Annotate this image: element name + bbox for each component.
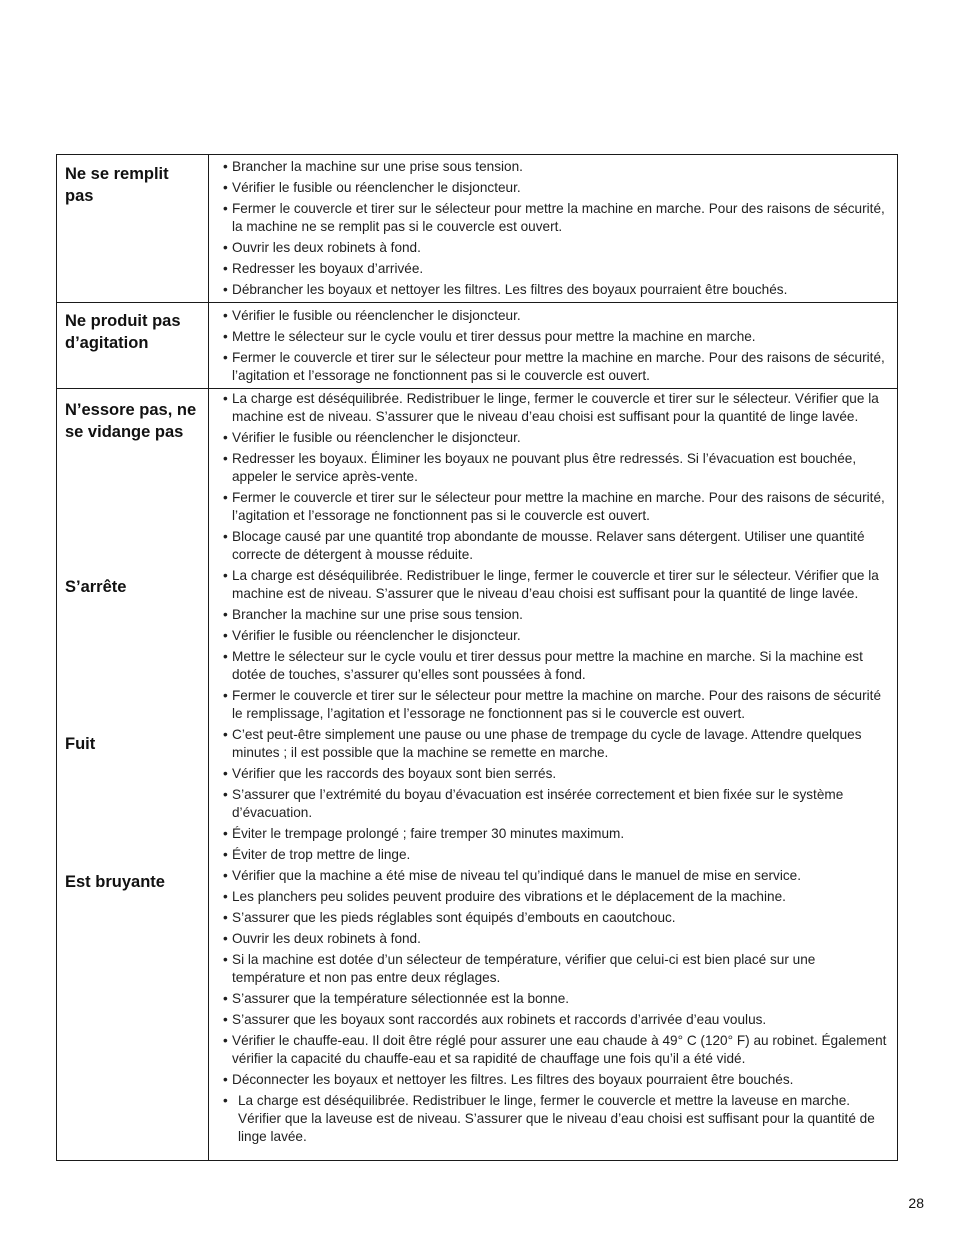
troubleshooting-table: [56, 154, 898, 1161]
list-item: • Brancher la machine sur une prise sous tension.: [223, 606, 891, 624]
list-item: • Fermer le couvercle et tirer sur le sélecteur pour mettre la machine en marche. Pour des raisons de sécurité, l’agitation et l’essorage ne fonctionnent pas si le couvercle est ouvert.: [223, 489, 891, 525]
list-item: • Vérifier le fusible ou réenclencher le disjoncteur.: [223, 179, 891, 197]
list-item: • Ouvrir les deux robinets à fond.: [223, 930, 891, 948]
solution-list: [223, 307, 891, 388]
list-item: • La charge est déséquilibrée. Redistribuer le linge, fermer le couvercle et mettre la laveuse en marche. Vérifier que la laveuse est de niveau. S’assurer que le niveau d’eau choisi est suffisant pour la quantité de linge lavée.: [223, 1092, 891, 1146]
problem-label: S’arrête: [65, 578, 127, 596]
list-item: • Fermer le couvercle et tirer sur le sélecteur pour mettre la machine on marche. Pour des raisons de sécurité le remplissage, l’agitation et l’essorage ne fonctionnent pas si le couvercle est ouvert.: [223, 687, 891, 723]
problem-label: Est bruyante: [65, 873, 165, 891]
list-item: • Redresser les boyaux. Éliminer les boyaux ne pouvant plus être redressés. Si l’évacuation est bouchée, appeler le service après-vente.: [223, 450, 891, 486]
list-item: • Brancher la machine sur une prise sous tension.: [223, 158, 891, 176]
list-item: • Vérifier que les raccords des boyaux sont bien serrés.: [223, 765, 891, 783]
list-item: • Vérifier le chauffe-eau. Il doit être réglé pour assurer une eau chaude à 49° C (120° F) au robinet. Également vérifier la capacité du chauffe-eau et sa rapidité de chauffage une fois qu’il a été vidé.: [223, 1032, 891, 1068]
list-item: • Vérifier le fusible ou réenclencher le disjoncteur.: [223, 307, 891, 325]
table-row: [57, 155, 897, 303]
problem-label: N’essore pas, ne se vidange pas: [65, 401, 197, 441]
list-item: • Débrancher les boyaux et nettoyer les filtres. Les filtres des boyaux pourraient être bouchés.: [223, 281, 891, 299]
list-item: • Mettre le sélecteur sur le cycle voulu et tirer dessus pour mettre la machine en marche. Si la machine est dotée de touches, s’assurer qu’elles sont poussées à fond.: [223, 648, 891, 684]
table-row: [57, 302, 897, 389]
list-item: • Vérifier le fusible ou réenclencher le disjoncteur.: [223, 429, 891, 447]
list-item: • La charge est déséquilibrée. Redistribuer le linge, fermer le couvercle et tirer sur le sélecteur. Vérifier que la machine est de niveau. S’assurer que le niveau d’eau choisi est suffisant pour la quantité de linge lavée.: [223, 390, 891, 426]
list-item: • Vérifier le fusible ou réenclencher le disjoncteur.: [223, 627, 891, 645]
list-item: • La charge est déséquilibrée. Redistribuer le linge, fermer le couvercle et tirer sur le sélecteur. Vérifier que la machine est de niveau. S’assurer que le niveau d’eau choisi est suffisant pour la quantité de linge lavée.: [223, 567, 891, 603]
table-row: [57, 388, 897, 1160]
solution-list: [223, 390, 891, 1149]
list-item: • S’assurer que la température sélectionnée est la bonne.: [223, 990, 891, 1008]
list-item: • S’assurer que l’extrémité du boyau d’évacuation est insérée correctement et bien fixée sur le système d’évacuation.: [223, 786, 891, 822]
list-item: • Fermer le couvercle et tirer sur le sélecteur pour mettre la machine en marche. Pour des raisons de sécurité, l’agitation et l’essorage ne fonctionnent pas si le couvercle est ouvert.: [223, 349, 891, 385]
list-item: • Vérifier que la machine a été mise de niveau tel qu’indiqué dans le manuel de mise en service.: [223, 867, 891, 885]
list-item: • Mettre le sélecteur sur le cycle voulu et tirer dessus pour mettre la machine en marche.: [223, 328, 891, 346]
list-item: • Éviter de trop mettre de linge.: [223, 846, 891, 864]
list-item: • Déconnecter les boyaux et nettoyer les filtres. Les filtres des boyaux pourraient être bouchés.: [223, 1071, 891, 1089]
list-item: • Les planchers peu solides peuvent produire des vibrations et le déplacement de la machine.: [223, 888, 891, 906]
list-item: • Blocage causé par une quantité trop abondante de mousse. Relaver sans détergent. Utiliser une quantité correcte de détergent à mousse réduite.: [223, 528, 891, 564]
list-item: • Ouvrir les deux robinets à fond.: [223, 239, 891, 257]
problem-label: Ne se remplit pas: [65, 165, 169, 205]
list-item: • Redresser les boyaux d’arrivée.: [223, 260, 891, 278]
solution-list: [223, 158, 891, 302]
list-item: • C’est peut-être simplement une pause ou une phase de trempage du cycle de lavage. Attendre quelques minutes ; il est possible que la machine se remette en marche.: [223, 726, 891, 762]
list-item: • Si la machine est dotée d’un sélecteur de température, vérifier que celui-ci est bien placé sur une température et non pas entre deux réglages.: [223, 951, 891, 987]
page-number: 28: [908, 1195, 924, 1211]
list-item: • S’assurer que les pieds réglables sont équipés d’embouts en caoutchouc.: [223, 909, 891, 927]
list-item: • Éviter le trempage prolongé ; faire tremper 30 minutes maximum.: [223, 825, 891, 843]
list-item: • Fermer le couvercle et tirer sur le sélecteur pour mettre la machine en marche. Pour des raisons de sécurité, la machine ne se remplit pas si le couvercle est ouvert.: [223, 200, 891, 236]
list-item: • S’assurer que les boyaux sont raccordés aux robinets et raccords d’arrivée d’eau voulus.: [223, 1011, 891, 1029]
problem-label: Ne produit pas d’agitation: [65, 312, 181, 352]
problem-label: Fuit: [65, 735, 96, 753]
